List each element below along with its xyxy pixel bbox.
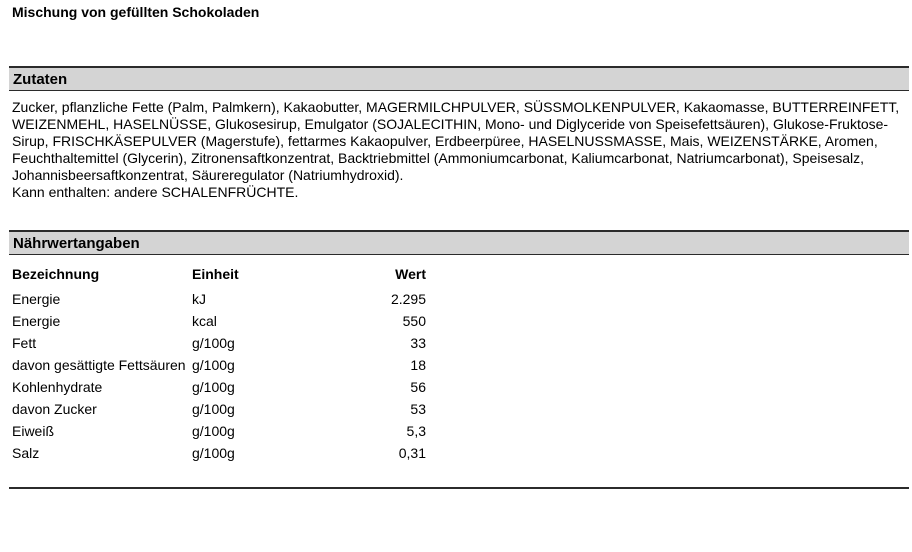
ingredients-list: [12, 99, 904, 201]
nutrient-name: Salz: [12, 445, 40, 461]
table-row: [12, 376, 426, 398]
product-title: Mischung von gefüllten Schokoladen: [12, 4, 260, 20]
nutrient-value: 5,3: [406, 423, 426, 439]
nutrient-unit: g/100g: [192, 357, 235, 373]
nutrient-unit: kJ: [192, 291, 206, 307]
nutrient-unit: g/100g: [192, 423, 235, 439]
nutrient-value: 18: [410, 357, 426, 373]
nutrient-value: 56: [410, 379, 426, 395]
table-row: [12, 332, 426, 354]
nutrition-table: [12, 264, 426, 464]
nutrient-name: davon Zucker: [12, 401, 97, 417]
nutrient-name: davon gesättigte Fettsäuren: [12, 357, 186, 373]
column-header-value: Wert: [395, 266, 426, 282]
bottom-divider: [9, 487, 909, 489]
nutrient-unit: g/100g: [192, 445, 235, 461]
nutrient-value: 53: [410, 401, 426, 417]
nutrient-value: 550: [402, 313, 426, 329]
allergen-notice: Kann enthalten: andere SCHALENFRÜCHTE.: [12, 184, 299, 200]
table-row: [12, 398, 426, 420]
nutrient-unit: g/100g: [192, 401, 235, 417]
nutrient-value: 2.295: [390, 291, 426, 307]
table-row: [12, 310, 426, 332]
nutrient-name: Fett: [12, 335, 37, 351]
table-row: [12, 288, 426, 310]
table-row: [12, 442, 426, 464]
table-row: [12, 420, 426, 442]
nutrition-table-header-row: [12, 264, 426, 288]
nutrition-section-header: [9, 230, 909, 255]
nutrient-name: Energie: [12, 291, 61, 307]
table-row: [12, 354, 426, 376]
nutrient-name: Kohlenhydrate: [12, 379, 103, 395]
nutrient-unit: g/100g: [192, 335, 235, 351]
column-header-name: Bezeichnung: [12, 266, 100, 282]
nutrient-unit: g/100g: [192, 379, 235, 395]
column-header-unit: Einheit: [192, 266, 239, 282]
ingredients-text: Zucker, pflanzliche Fette (Palm, Palmkern), Kakaobutter, MAGERMILCHPULVER, SÜSSMOLKENPULVER, Kakaomasse, BUTTERREINFETT, WEIZENMEHL, HASELNÜSSE, Glukosesirup, Emulgator (SOJALECITHIN, Mono- und Diglyceride von Speisefettsäuren), Glukose-Fruktose-Sirup, FRISCHKÄSEPULVER (Magerstufe), fettarmes Kakaopulver, Erdbeerpüree, HASELNUSSMASSE, Mais, WEIZENSTÄRKE, Aromen, Feuchthaltemittel (Glycerin), Zitronensaftkonzentrat, Backtriebmittel (Ammoniumcarbonat, Kaliumcarbonat, Natriumcarbonat), Speisesalz, Johannisbeersaftkonzentrat, Säureregulator (Natriumhydroxid).: [12, 99, 900, 183]
nutrient-value: 33: [410, 335, 426, 351]
nutrient-name: Eiweiß: [12, 423, 55, 439]
nutrition-heading: Nährwertangaben: [13, 235, 140, 252]
nutrient-unit: kcal: [192, 313, 217, 329]
ingredients-section-header: [9, 66, 909, 91]
nutrient-value: 0,31: [398, 445, 426, 461]
nutrient-name: Energie: [12, 313, 61, 329]
ingredients-heading: Zutaten: [13, 71, 68, 88]
